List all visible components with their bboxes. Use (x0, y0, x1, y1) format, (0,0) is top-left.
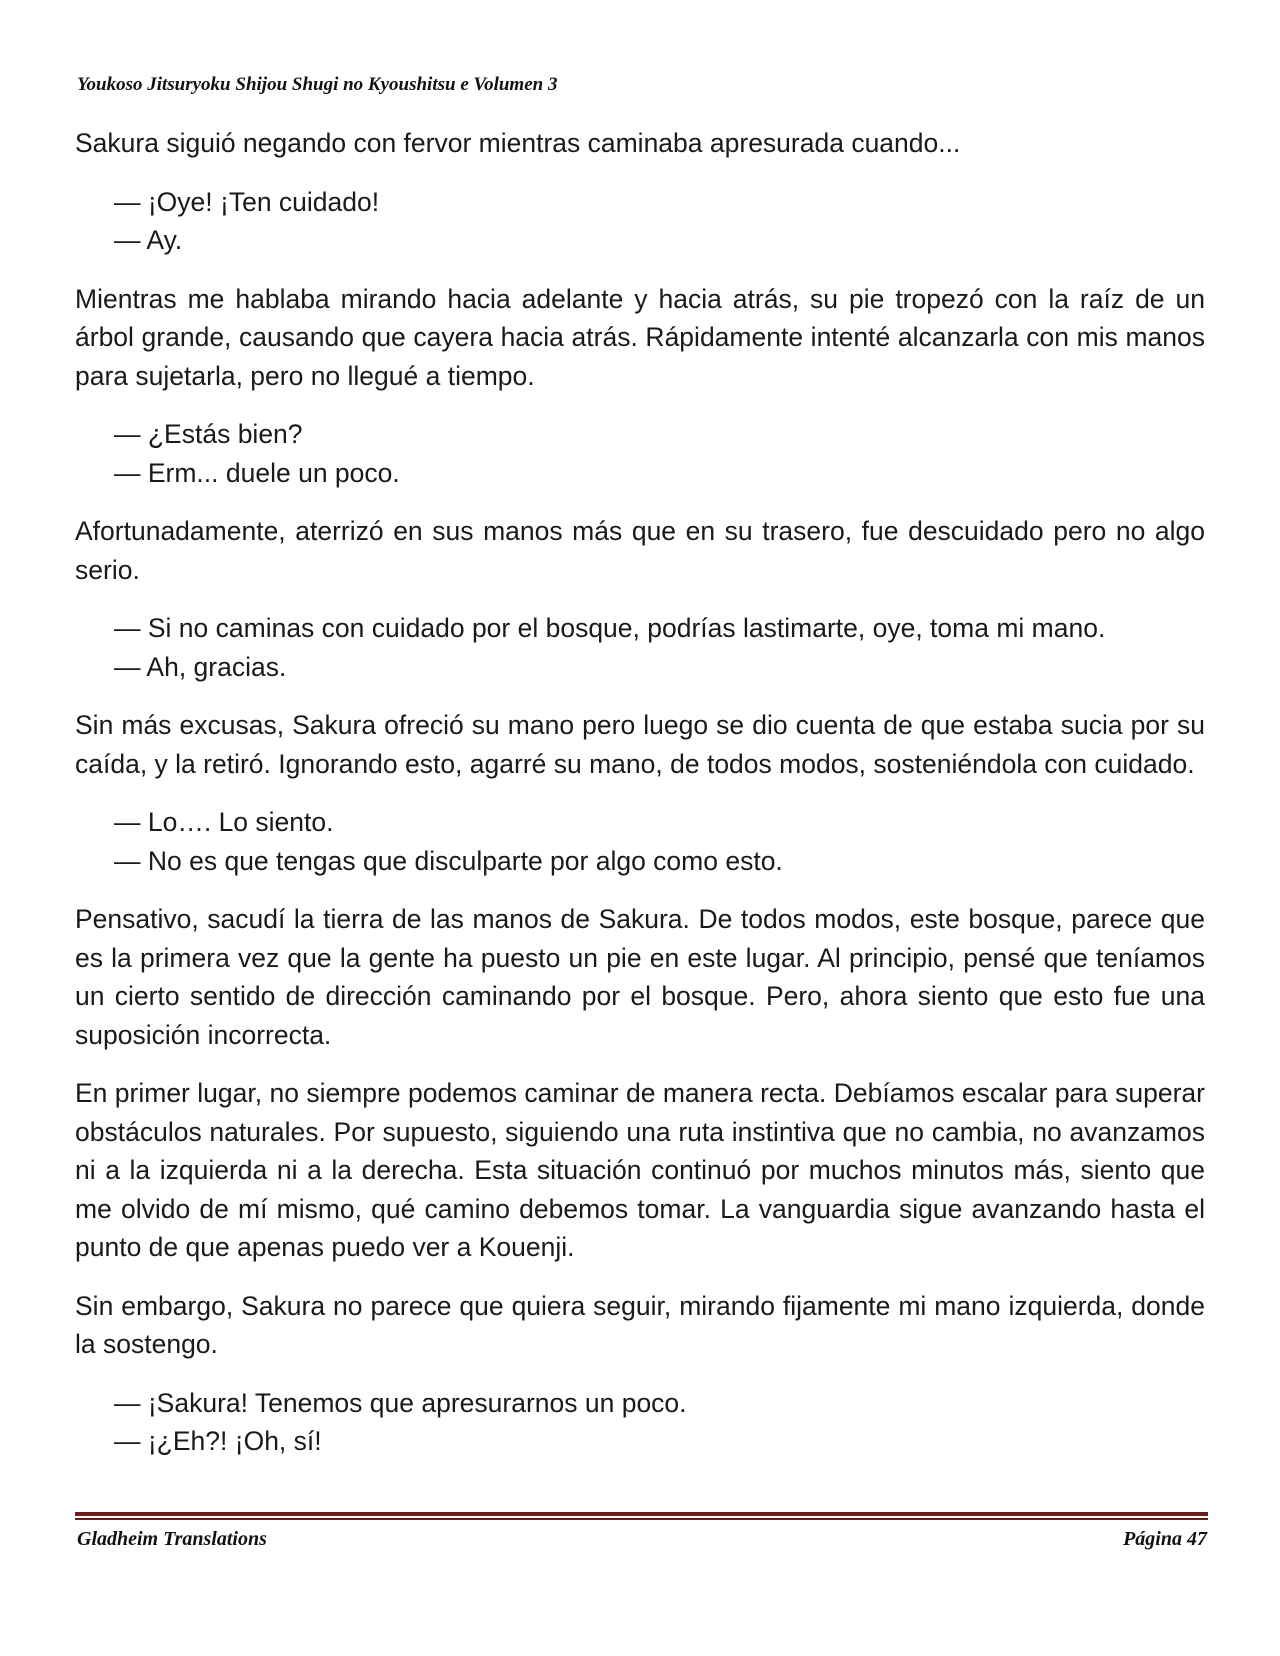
dialog-block (114, 609, 1205, 686)
dialog-line: — ¡Oye! ¡Ten cuidado! (114, 186, 380, 217)
dialog-block (114, 183, 1205, 260)
dialog-line: — No es que tengas que disculparte por algo como esto. (114, 845, 783, 876)
dialog-line: — ¡Sakura! Tenemos que apresurarnos un poco. (114, 1387, 687, 1418)
dialog-line: — Si no caminas con cuidado por el bosque, podrías lastimarte, oye, toma mi mano. (114, 613, 1106, 643)
dialog-block (114, 803, 1205, 880)
dialog-line: — Lo…. Lo siento. (114, 807, 334, 837)
paragraph: Pensativo, sacudí la tierra de las manos de Sakura. De todos modos, este bosque, parece que es la primera vez que la gente ha puesto un pie en este lugar. Al principio, pensé que teníamos un cierto sentido de dirección caminando por el bosque. Pero, ahora siento que esto fue una suposición incorrecta. (75, 904, 1205, 1050)
dialog-line: — Ay. (114, 225, 183, 255)
dialog-block (114, 1384, 1205, 1461)
footer-translator: Gladheim Translations (77, 1528, 267, 1550)
dialog-block (114, 415, 1205, 492)
paragraph: En primer lugar, no siempre podemos caminar de manera recta. Debíamos escalar para superar obstáculos naturales. Por supuesto, siguiendo una ruta instintiva que no cambia, no avanzamos ni a la izquierda ni a la derecha. Esta situación continuó por muchos minutos más, siento que me olvido de mí mismo, qué camino debemos tomar. La vanguardia sigue avanzando hasta el punto de que apenas puedo ver a Kouenji. (75, 1078, 1205, 1262)
dialog-line: — ¡¿Eh?! ¡Oh, sí! (114, 1426, 322, 1456)
paragraph: Mientras me hablaba mirando hacia adelante y hacia atrás, su pie tropezó con la raíz de un árbol grande, causando que cayera hacia atrás. Rápidamente intenté alcanzarla con mis manos para sujetarla, pero no llegué a tiempo. (75, 283, 1205, 391)
paragraph: Sakura siguió negando con fervor mientras caminaba apresurada cuando... (75, 128, 961, 158)
paragraph: Afortunadamente, aterrizó en sus manos más que en su trasero, fue descuidado pero no algo serio. (75, 516, 1205, 585)
dialog-line: — Ah, gracias. (114, 651, 287, 682)
document-body (75, 124, 1205, 1481)
dialog-line: — Erm... duele un poco. (114, 457, 400, 488)
paragraph: Sin más excusas, Sakura ofreció su mano pero luego se dio cuenta de que estaba sucia por su caída, y la retiró. Ignorando esto, agarré su mano, de todos modos, sosteniéndola con cuidado. (75, 710, 1205, 779)
page-header-title: Youkoso Jitsuryoku Shijou Shugi no Kyoushitsu e Volumen 3 (77, 74, 558, 95)
footer-divider-thin (75, 1518, 1208, 1520)
footer-divider (75, 1512, 1208, 1520)
footer-page-number: Página 47 (1123, 1528, 1207, 1550)
footer-divider-thick (75, 1512, 1208, 1516)
dialog-line: — ¿Estás bien? (114, 419, 303, 449)
paragraph: Sin embargo, Sakura no parece que quiera seguir, mirando fijamente mi mano izquierda, donde la sostengo. (75, 1290, 1205, 1359)
